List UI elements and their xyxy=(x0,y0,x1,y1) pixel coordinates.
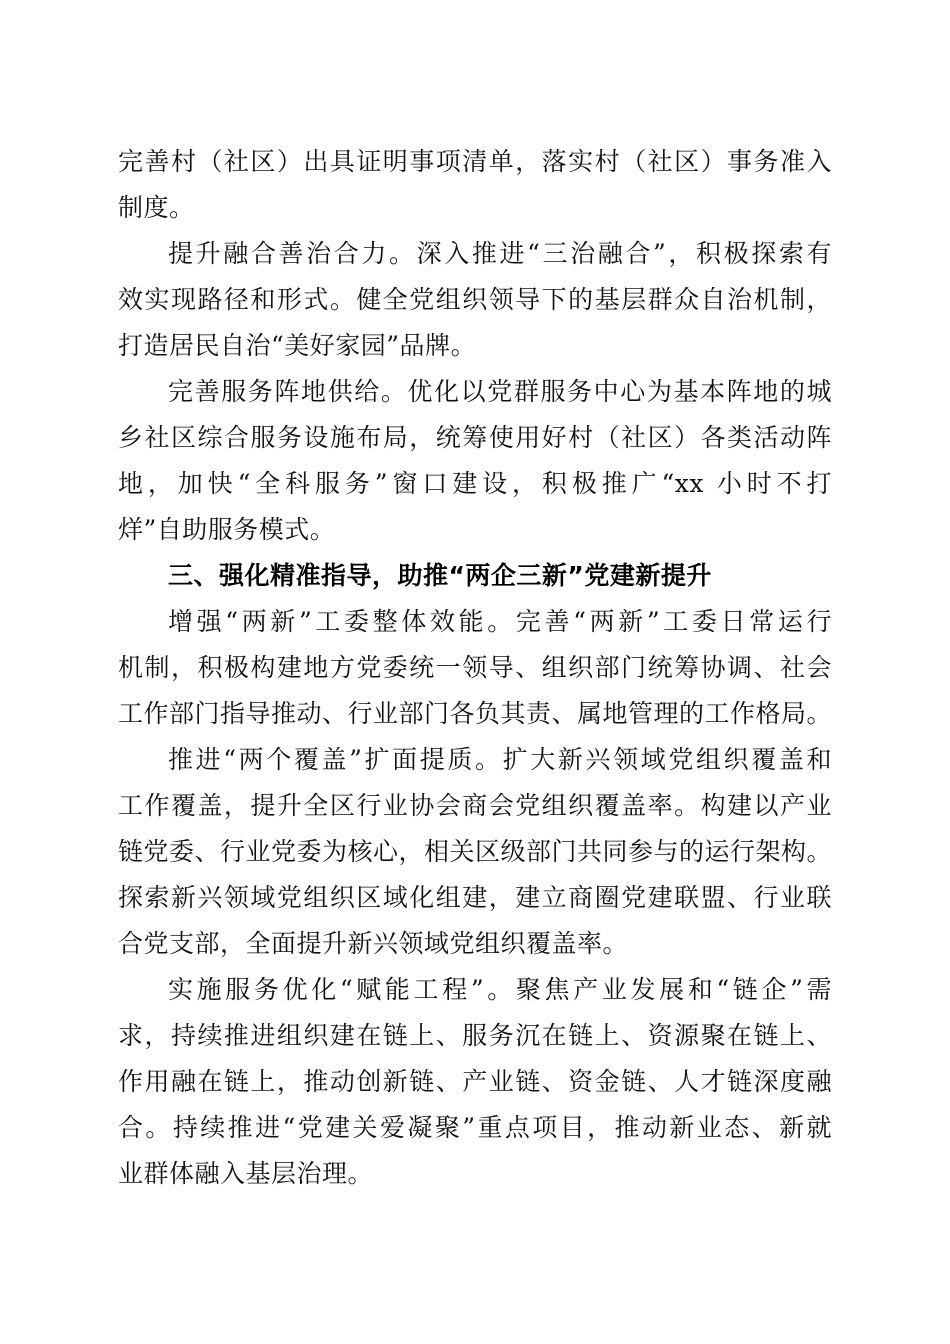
text-line: 增强“两新”工委整体效能。完善“两新”工委日常运行 xyxy=(168,607,832,636)
text-line: 合。持续推进“党建关爱凝聚”重点项目，推动新业态、新就 xyxy=(118,1113,832,1142)
text-line: 探索新兴领域党组织区域化组建，建立商圈党建联盟、行业联 xyxy=(118,883,832,912)
text-line: 完善村（社区）出具证明事项清单，落实村（社区）事务准入 xyxy=(118,147,832,176)
text-line: 业群体融入基层治理。 xyxy=(118,1159,374,1188)
section-heading: 三、强化精准指导，助推“两企三新”党建新提升 xyxy=(168,561,712,590)
text-line: 链党委、行业党委为核心，相关区级部门共同参与的运行架构。 xyxy=(118,837,833,866)
text-line: 提升融合善治合力。深入推进“三治融合”，积极探索有 xyxy=(168,239,832,268)
text-line: 工作覆盖，提升全区行业协会商会党组织覆盖率。构建以产业 xyxy=(118,791,832,820)
text-line: 完善服务阵地供给。优化以党群服务中心为基本阵地的城 xyxy=(168,377,832,406)
text-line: 打造居民自治“美好家园”品牌。 xyxy=(118,331,477,360)
text-line: 实施服务优化“赋能工程”。聚焦产业发展和“链企”需 xyxy=(168,975,832,1004)
text-line: 制度。 xyxy=(118,193,195,222)
text-line: 乡社区综合服务设施布局，统筹使用好村（社区）各类活动阵 xyxy=(118,423,832,452)
text-line: 求，持续推进组织建在链上、服务沉在链上、资源聚在链上、 xyxy=(118,1021,832,1050)
text-line: 地，加快“全科服务”窗口建设，积极推广“xx 小时不打 xyxy=(118,469,832,498)
text-line: 作用融在链上，推动创新链、产业链、资金链、人才链深度融 xyxy=(118,1067,832,1096)
text-line: 工作部门指导推动、行业部门各负其责、属地管理的工作格局。 xyxy=(118,699,833,728)
text-line: 烊”自助服务模式。 xyxy=(118,515,336,544)
text-line: 效实现路径和形式。健全党组织领导下的基层群众自治机制， xyxy=(118,285,832,314)
text-line: 推进“两个覆盖”扩面提质。扩大新兴领域党组织覆盖和 xyxy=(168,745,832,774)
text-line: 机制，积极构建地方党委统一领导、组织部门统筹协调、社会 xyxy=(118,653,832,682)
text-line: 合党支部，全面提升新兴领域党组织覆盖率。 xyxy=(118,929,629,958)
